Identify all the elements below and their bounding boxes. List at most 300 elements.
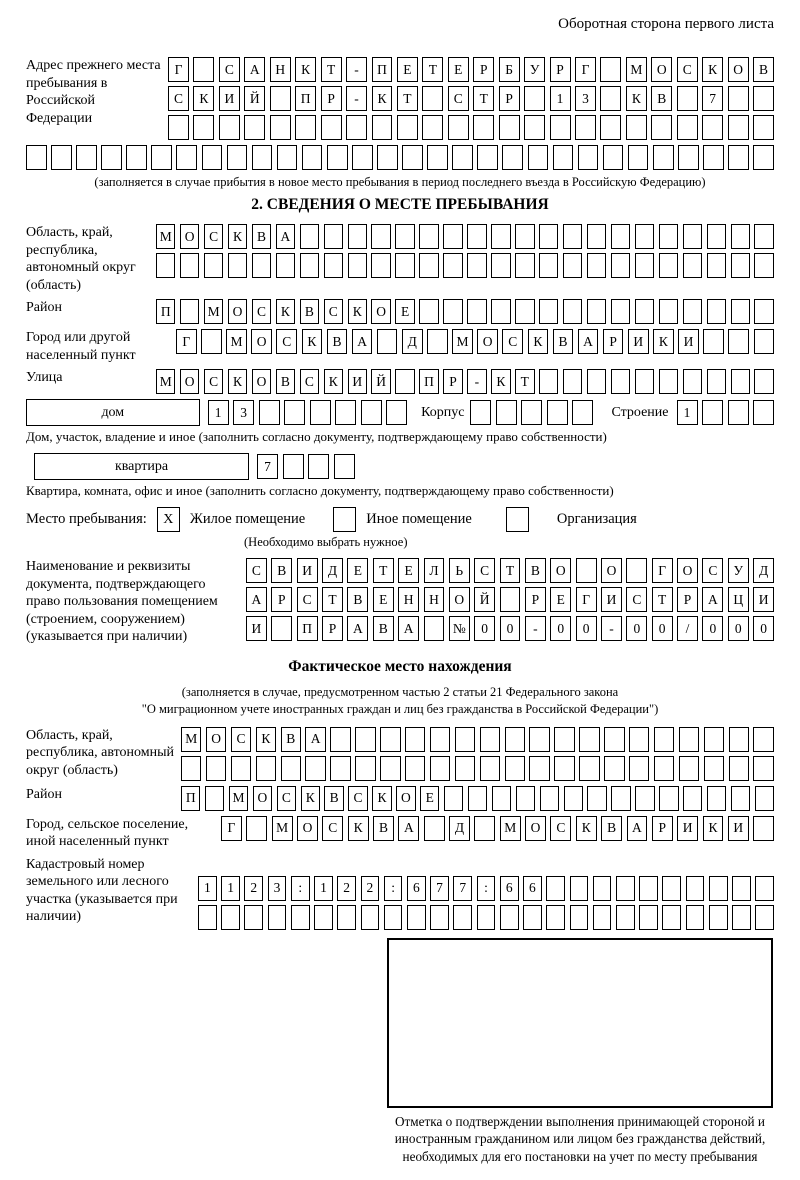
char-cell[interactable] [659,369,678,394]
char-cell[interactable] [405,727,425,752]
char-cell[interactable] [308,454,329,479]
char-cell[interactable]: В [276,369,295,394]
char-cell[interactable] [204,253,223,278]
char-cell[interactable] [244,905,263,930]
char-cell[interactable] [539,253,558,278]
char-cell[interactable]: А [398,816,419,841]
char-cell[interactable] [302,145,323,170]
char-cell[interactable]: 1 [221,876,240,901]
char-cell[interactable]: К [302,329,323,354]
char-cell[interactable]: О [252,369,271,394]
char-cell[interactable]: И [753,587,774,612]
char-cell[interactable]: О [371,299,390,324]
char-cell[interactable] [731,786,750,811]
char-cell[interactable]: М [500,816,521,841]
char-cell[interactable]: 3 [575,86,596,111]
char-cell[interactable] [424,816,445,841]
char-cell[interactable]: В [252,224,271,249]
char-cell[interactable]: О [477,329,498,354]
char-cell[interactable]: Г [176,329,197,354]
char-cell[interactable] [654,756,674,781]
char-cell[interactable]: Е [420,786,439,811]
char-cell[interactable] [246,816,267,841]
char-cell[interactable]: 0 [652,616,673,641]
char-cell[interactable]: Р [652,816,673,841]
char-cell[interactable]: О [651,57,672,82]
char-cell[interactable]: Р [499,86,520,111]
char-cell[interactable]: Й [474,587,495,612]
char-cell[interactable]: В [525,558,546,583]
char-cell[interactable] [629,756,649,781]
char-cell[interactable] [499,115,520,140]
char-cell[interactable]: Р [603,329,624,354]
char-cell[interactable]: Й [371,369,390,394]
char-cell[interactable] [201,329,222,354]
char-cell[interactable] [51,145,72,170]
char-cell[interactable]: 0 [702,616,723,641]
char-cell[interactable] [305,756,325,781]
char-cell[interactable] [500,905,519,930]
char-cell[interactable] [467,253,486,278]
char-cell[interactable] [528,145,549,170]
char-cell[interactable] [635,786,654,811]
char-cell[interactable] [707,369,726,394]
char-cell[interactable]: 0 [474,616,495,641]
char-cell[interactable] [587,224,606,249]
char-cell[interactable]: Г [221,816,242,841]
char-cell[interactable] [524,86,545,111]
char-cell[interactable] [231,756,251,781]
char-cell[interactable] [683,253,702,278]
char-cell[interactable] [575,115,596,140]
char-cell[interactable] [707,224,726,249]
char-cell[interactable]: В [300,299,319,324]
char-cell[interactable] [753,756,773,781]
char-cell[interactable] [355,756,375,781]
char-cell[interactable]: М [156,224,175,249]
char-cell[interactable] [731,369,750,394]
char-cell[interactable] [635,224,654,249]
char-cell[interactable] [467,299,486,324]
char-cell[interactable]: М [452,329,473,354]
char-cell[interactable] [180,253,199,278]
char-cell[interactable]: О [396,786,415,811]
char-cell[interactable]: Й [244,86,265,111]
char-cell[interactable]: С [252,299,271,324]
char-cell[interactable] [686,876,705,901]
char-cell[interactable]: Г [576,587,597,612]
char-cell[interactable] [284,400,305,425]
char-cell[interactable] [395,224,414,249]
char-cell[interactable]: С [277,786,296,811]
char-cell[interactable]: В [327,329,348,354]
char-cell[interactable]: А [347,616,368,641]
char-cell[interactable]: И [628,329,649,354]
char-cell[interactable] [659,224,678,249]
char-cell[interactable] [283,454,304,479]
char-cell[interactable] [386,400,407,425]
char-cell[interactable] [300,253,319,278]
char-cell[interactable] [227,145,248,170]
char-cell[interactable]: Р [525,587,546,612]
char-cell[interactable]: В [553,329,574,354]
char-cell[interactable]: 7 [702,86,723,111]
char-cell[interactable] [252,145,273,170]
char-cell[interactable] [611,369,630,394]
char-cell[interactable]: М [181,727,201,752]
char-cell[interactable]: К [703,816,724,841]
char-cell[interactable]: Д [449,816,470,841]
char-cell[interactable] [728,86,749,111]
char-cell[interactable]: К [324,369,343,394]
char-cell[interactable] [709,876,728,901]
char-cell[interactable] [563,253,582,278]
char-cell[interactable]: Г [575,57,596,82]
char-cell[interactable] [355,727,375,752]
char-cell[interactable]: А [244,57,265,82]
char-cell[interactable]: И [246,616,267,641]
char-cell[interactable] [683,786,702,811]
char-cell[interactable] [729,727,749,752]
checkbox-inoe-pomeshchenie[interactable] [333,507,356,532]
char-cell[interactable] [422,86,443,111]
char-cell[interactable] [492,786,511,811]
char-cell[interactable]: Т [515,369,534,394]
char-cell[interactable] [277,145,298,170]
char-cell[interactable]: К [301,786,320,811]
char-cell[interactable]: В [601,816,622,841]
char-cell[interactable] [477,905,496,930]
char-cell[interactable] [380,727,400,752]
char-cell[interactable]: О [677,558,698,583]
char-cell[interactable]: Р [321,86,342,111]
char-cell[interactable] [256,756,276,781]
char-cell[interactable] [593,905,612,930]
char-cell[interactable]: К [228,224,247,249]
char-cell[interactable]: Т [500,558,521,583]
char-cell[interactable]: К [491,369,510,394]
char-cell[interactable]: Е [550,587,571,612]
char-cell[interactable]: В [753,57,774,82]
char-cell[interactable] [448,115,469,140]
char-cell[interactable] [603,145,624,170]
char-cell[interactable]: 0 [500,616,521,641]
char-cell[interactable] [686,905,705,930]
char-cell[interactable] [352,145,373,170]
char-cell[interactable]: А [627,816,648,841]
char-cell[interactable]: К [372,86,393,111]
char-cell[interactable] [348,224,367,249]
char-cell[interactable]: 1 [198,876,217,901]
char-cell[interactable]: 6 [523,876,542,901]
char-cell[interactable]: 3 [268,876,287,901]
char-cell[interactable] [524,115,545,140]
char-cell[interactable]: С [348,786,367,811]
char-cell[interactable] [151,145,172,170]
char-cell[interactable] [422,115,443,140]
char-cell[interactable] [728,145,749,170]
char-cell[interactable]: С [626,587,647,612]
char-cell[interactable]: 1 [314,876,333,901]
char-cell[interactable]: - [601,616,622,641]
char-cell[interactable] [626,558,647,583]
char-cell[interactable]: П [419,369,438,394]
char-cell[interactable] [348,253,367,278]
char-cell[interactable]: 2 [337,876,356,901]
char-cell[interactable]: И [728,816,749,841]
char-cell[interactable] [397,115,418,140]
char-cell[interactable] [470,400,491,425]
char-cell[interactable]: Т [397,86,418,111]
char-cell[interactable] [455,727,475,752]
char-cell[interactable] [683,224,702,249]
char-cell[interactable]: Е [347,558,368,583]
char-cell[interactable] [755,905,774,930]
char-cell[interactable] [202,145,223,170]
char-cell[interactable]: О [449,587,470,612]
char-cell[interactable] [731,253,750,278]
char-cell[interactable] [268,905,287,930]
char-cell[interactable]: И [678,329,699,354]
char-cell[interactable] [516,786,535,811]
char-cell[interactable]: 0 [753,616,774,641]
char-cell[interactable] [198,905,217,930]
char-cell[interactable]: С [502,329,523,354]
char-cell[interactable]: Г [168,57,189,82]
char-cell[interactable]: Н [424,587,445,612]
char-cell[interactable] [521,400,542,425]
dom-box[interactable]: дом [26,399,200,426]
char-cell[interactable]: П [181,786,200,811]
char-cell[interactable] [703,145,724,170]
char-cell[interactable] [372,115,393,140]
char-cell[interactable] [515,224,534,249]
char-cell[interactable] [474,816,495,841]
char-cell[interactable]: : [384,876,403,901]
char-cell[interactable] [539,369,558,394]
char-cell[interactable]: О [297,816,318,841]
char-cell[interactable] [430,727,450,752]
char-cell[interactable] [468,786,487,811]
char-cell[interactable] [755,786,774,811]
char-cell[interactable]: К [228,369,247,394]
char-cell[interactable] [576,558,597,583]
char-cell[interactable]: С [204,369,223,394]
char-cell[interactable] [346,115,367,140]
char-cell[interactable]: К [528,329,549,354]
char-cell[interactable]: Г [652,558,673,583]
char-cell[interactable]: К [626,86,647,111]
char-cell[interactable] [430,905,449,930]
char-cell[interactable]: О [728,57,749,82]
char-cell[interactable] [444,786,463,811]
char-cell[interactable]: О [251,329,272,354]
char-cell[interactable]: 7 [430,876,449,901]
char-cell[interactable] [371,224,390,249]
char-cell[interactable]: О [253,786,272,811]
char-cell[interactable]: Н [398,587,419,612]
char-cell[interactable]: Е [397,57,418,82]
char-cell[interactable] [419,299,438,324]
char-cell[interactable]: С [204,224,223,249]
char-cell[interactable] [639,876,658,901]
char-cell[interactable]: И [677,816,698,841]
char-cell[interactable]: С [702,558,723,583]
char-cell[interactable]: П [297,616,318,641]
char-cell[interactable]: 6 [407,876,426,901]
char-cell[interactable] [453,905,472,930]
char-cell[interactable] [702,400,723,425]
char-cell[interactable] [101,145,122,170]
char-cell[interactable] [579,727,599,752]
char-cell[interactable]: Р [322,616,343,641]
char-cell[interactable] [334,454,355,479]
char-cell[interactable]: К [576,816,597,841]
char-cell[interactable] [662,905,681,930]
char-cell[interactable] [702,115,723,140]
char-cell[interactable]: - [346,86,367,111]
char-cell[interactable] [572,400,593,425]
char-cell[interactable] [659,253,678,278]
char-cell[interactable]: С [246,558,267,583]
char-cell[interactable]: Р [677,587,698,612]
char-cell[interactable]: Р [550,57,571,82]
char-cell[interactable] [377,329,398,354]
char-cell[interactable]: 0 [550,616,571,641]
char-cell[interactable]: М [156,369,175,394]
char-cell[interactable]: К [348,816,369,841]
char-cell[interactable]: В [373,616,394,641]
char-cell[interactable]: 3 [233,400,254,425]
char-cell[interactable] [327,145,348,170]
char-cell[interactable] [295,115,316,140]
char-cell[interactable]: Е [448,57,469,82]
char-cell[interactable] [629,727,649,752]
char-cell[interactable]: С [297,587,318,612]
char-cell[interactable] [600,86,621,111]
char-cell[interactable] [728,400,749,425]
char-cell[interactable]: С [324,299,343,324]
char-cell[interactable] [252,253,271,278]
char-cell[interactable] [635,253,654,278]
char-cell[interactable]: А [702,587,723,612]
char-cell[interactable]: К [193,86,214,111]
char-cell[interactable]: О [180,369,199,394]
char-cell[interactable]: И [601,587,622,612]
char-cell[interactable] [728,115,749,140]
char-cell[interactable] [563,369,582,394]
char-cell[interactable] [467,224,486,249]
char-cell[interactable] [377,145,398,170]
char-cell[interactable]: 1 [550,86,571,111]
char-cell[interactable]: Д [402,329,423,354]
char-cell[interactable]: Р [473,57,494,82]
char-cell[interactable]: : [477,876,496,901]
char-cell[interactable] [291,905,310,930]
char-cell[interactable]: П [156,299,175,324]
char-cell[interactable] [753,727,773,752]
char-cell[interactable] [270,86,291,111]
char-cell[interactable]: С [276,329,297,354]
char-cell[interactable]: К [295,57,316,82]
char-cell[interactable] [324,253,343,278]
char-cell[interactable]: 7 [257,454,278,479]
char-cell[interactable] [228,253,247,278]
char-cell[interactable] [554,727,574,752]
char-cell[interactable] [502,145,523,170]
char-cell[interactable] [653,145,674,170]
char-cell[interactable]: - [525,616,546,641]
char-cell[interactable] [659,299,678,324]
char-cell[interactable] [270,115,291,140]
char-cell[interactable]: С [219,57,240,82]
char-cell[interactable] [659,786,678,811]
char-cell[interactable] [407,905,426,930]
char-cell[interactable] [324,224,343,249]
char-cell[interactable] [678,145,699,170]
char-cell[interactable] [579,756,599,781]
char-cell[interactable] [604,756,624,781]
char-cell[interactable] [427,329,448,354]
char-cell[interactable] [707,253,726,278]
char-cell[interactable]: 0 [576,616,597,641]
char-cell[interactable] [539,299,558,324]
char-cell[interactable]: / [677,616,698,641]
char-cell[interactable] [193,57,214,82]
char-cell[interactable]: Т [373,558,394,583]
char-cell[interactable]: О [601,558,622,583]
char-cell[interactable] [335,400,356,425]
char-cell[interactable] [616,905,635,930]
char-cell[interactable] [635,369,654,394]
char-cell[interactable] [679,756,699,781]
char-cell[interactable]: К [348,299,367,324]
char-cell[interactable] [515,299,534,324]
char-cell[interactable] [578,145,599,170]
char-cell[interactable]: М [204,299,223,324]
char-cell[interactable] [156,253,175,278]
char-cell[interactable] [704,756,724,781]
char-cell[interactable]: Р [443,369,462,394]
char-cell[interactable] [480,756,500,781]
char-cell[interactable] [753,145,774,170]
char-cell[interactable] [662,876,681,901]
char-cell[interactable] [677,115,698,140]
char-cell[interactable] [732,876,751,901]
char-cell[interactable] [419,224,438,249]
char-cell[interactable] [523,905,542,930]
char-cell[interactable] [477,145,498,170]
char-cell[interactable] [683,299,702,324]
char-cell[interactable] [314,905,333,930]
char-cell[interactable]: П [295,86,316,111]
char-cell[interactable]: Т [473,86,494,111]
char-cell[interactable] [587,253,606,278]
char-cell[interactable] [473,115,494,140]
char-cell[interactable]: И [297,558,318,583]
char-cell[interactable]: 2 [361,876,380,901]
char-cell[interactable] [546,905,565,930]
char-cell[interactable] [452,145,473,170]
char-cell[interactable]: - [346,57,367,82]
char-cell[interactable] [654,727,674,752]
char-cell[interactable] [683,369,702,394]
char-cell[interactable] [491,299,510,324]
char-cell[interactable]: К [702,57,723,82]
char-cell[interactable]: У [728,558,749,583]
char-cell[interactable]: - [467,369,486,394]
char-cell[interactable] [321,115,342,140]
